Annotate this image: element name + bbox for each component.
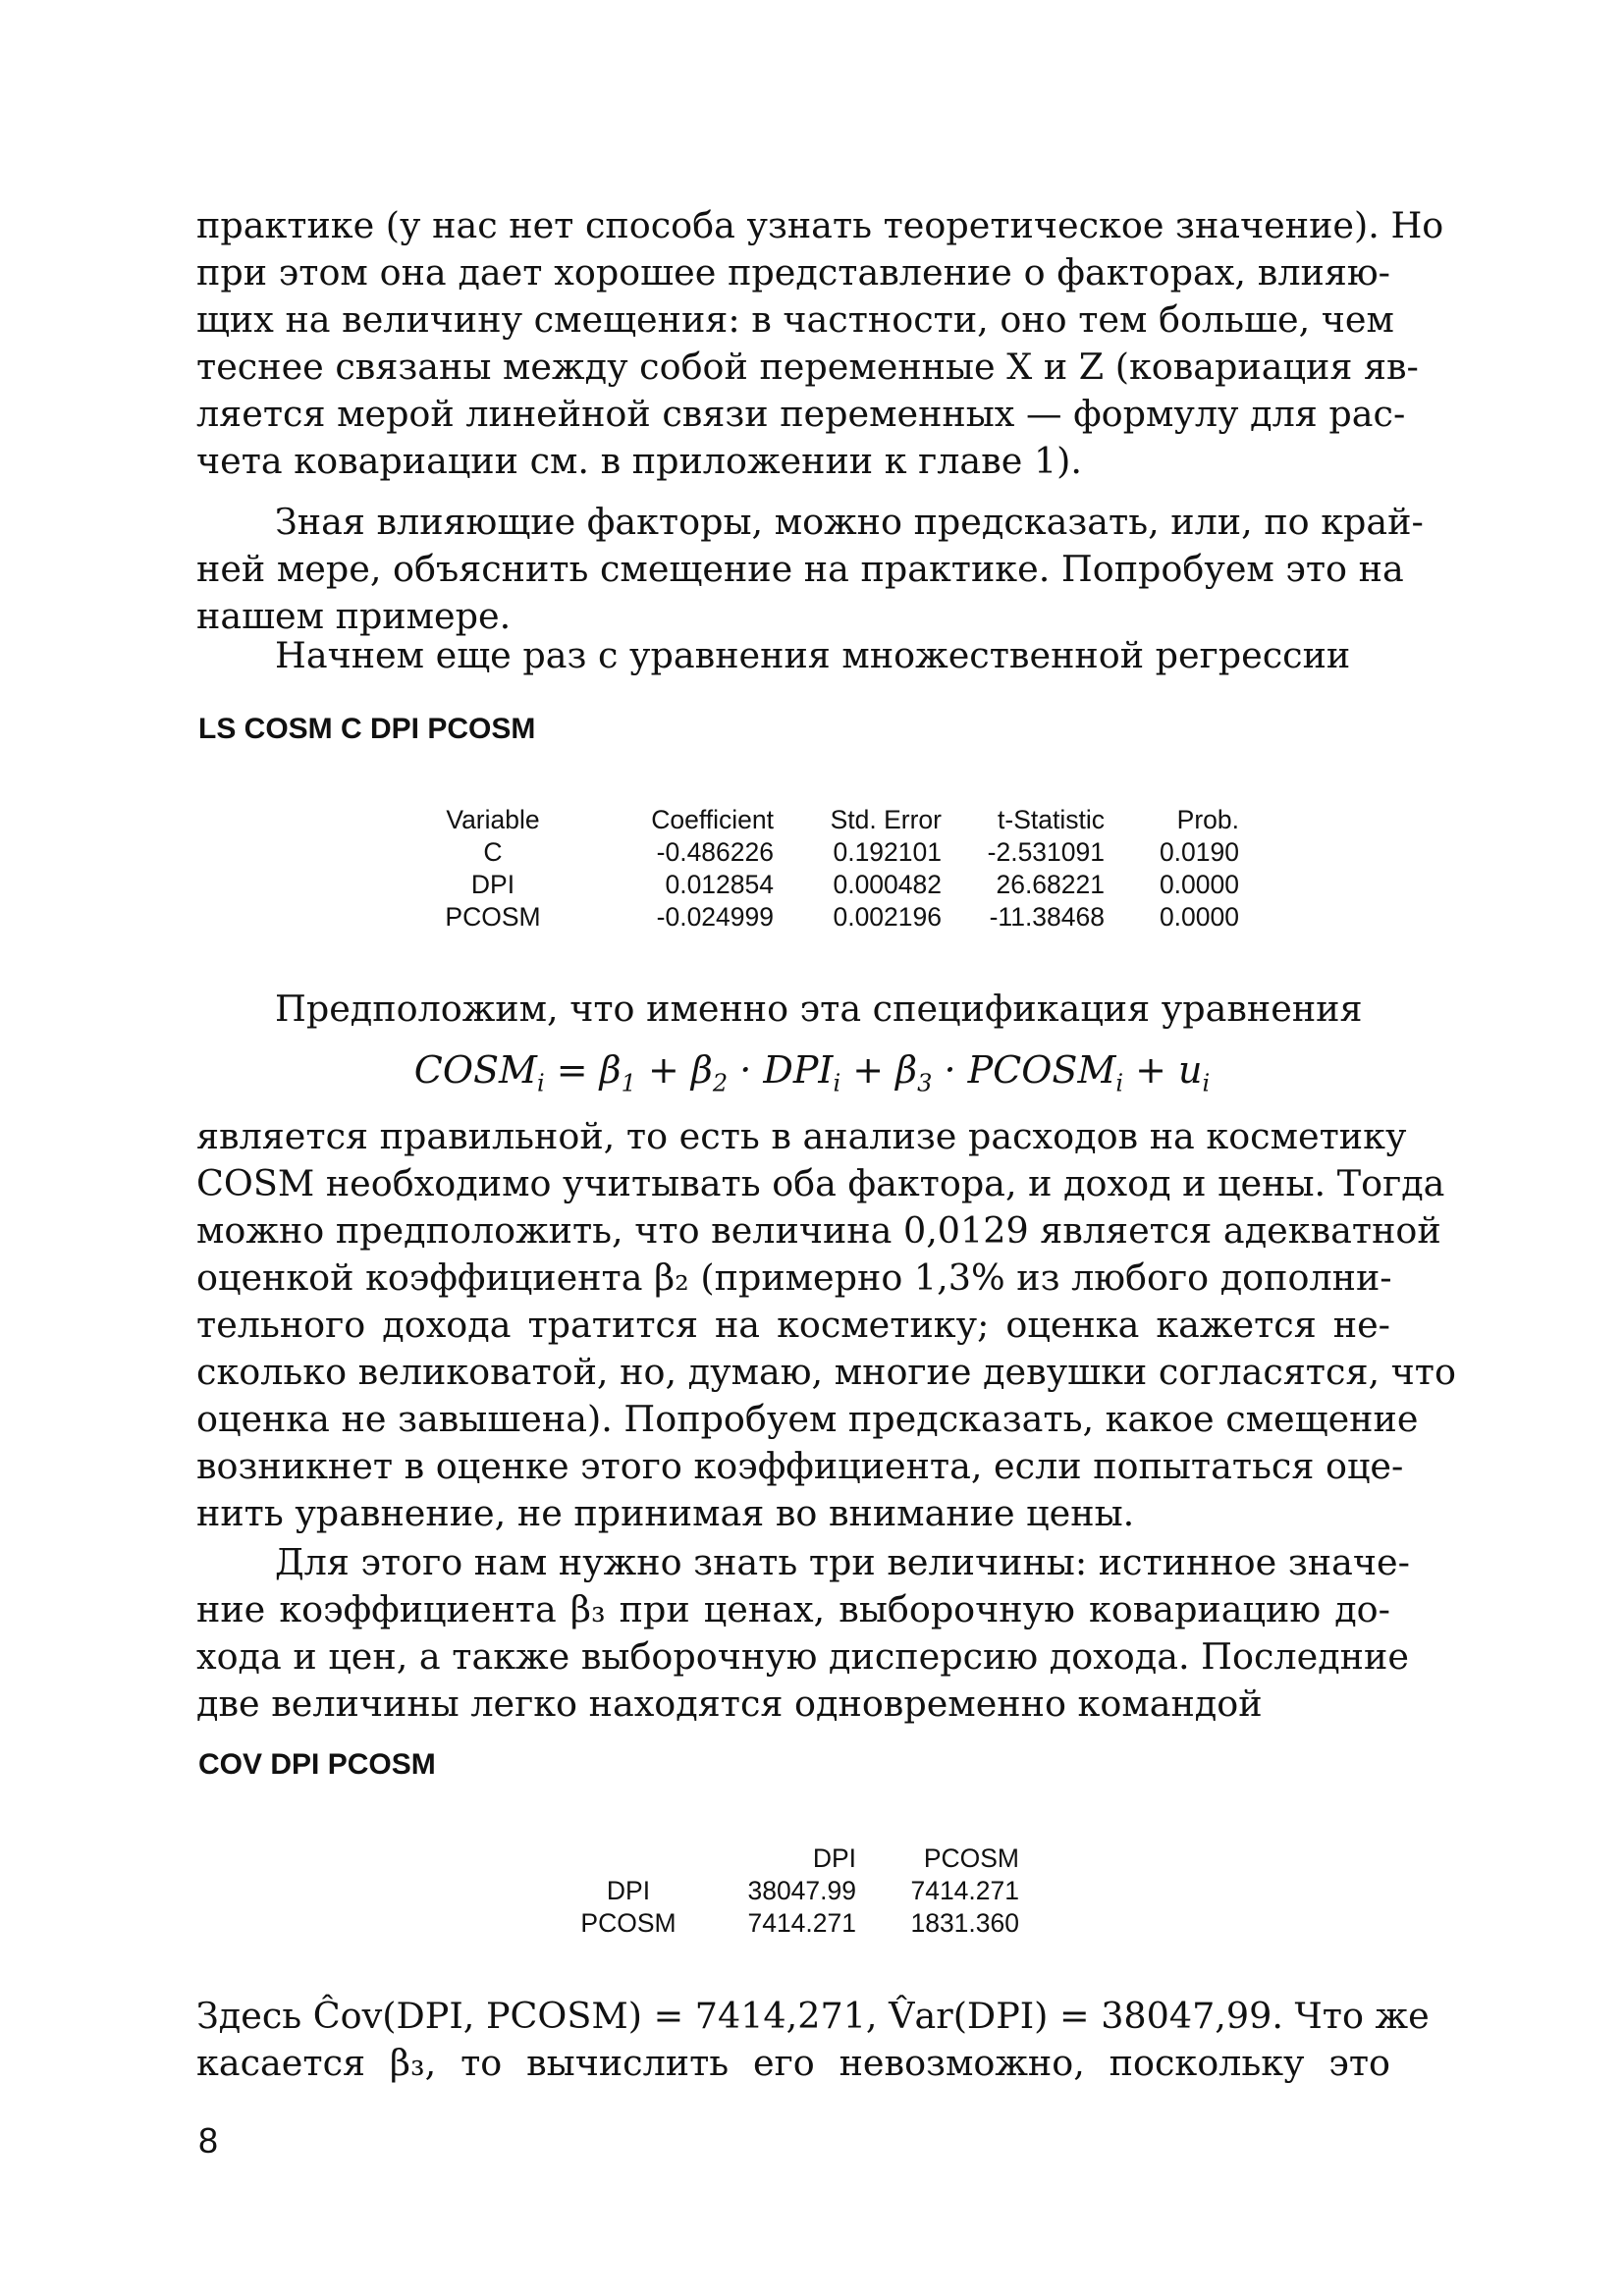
table-row: [569, 1907, 1019, 1940]
regression-formula: [0, 1048, 1624, 1097]
formula-subscript: i: [536, 1069, 545, 1097]
header-t-statistic: t-Statistic: [998, 805, 1105, 834]
text-line: касается β₃, то вычислить его невозможно, поскольку это: [196, 2042, 1390, 2084]
text-line: является правильной, то есть в анализе расходов на косметику: [196, 1115, 1407, 1157]
cell-variable: C: [483, 837, 503, 867]
formula-subscript: i: [1202, 1069, 1211, 1097]
text-line: тельного дохода тратится на косметику; оценка кажется не-: [196, 1304, 1390, 1346]
text-line: две величины легко находятся одновременно командой: [196, 1682, 1263, 1725]
table-row: [434, 836, 1239, 869]
text-line: практике (у нас нет способа узнать теоретическое значение). Но: [196, 204, 1444, 246]
regression-table: [434, 804, 1239, 934]
text-line: теснее связаны между собой переменные X и Z (ковариация яв-: [196, 346, 1419, 388]
formula-term: = β: [544, 1048, 622, 1092]
cell-coefficient: -0.024999: [656, 902, 774, 932]
text-line: ляется мерой линейной связи переменных — формулу для рас-: [196, 393, 1406, 435]
text-line: Зная влияющие факторы, можно предсказать, или, по край-: [275, 501, 1424, 543]
cell-variable: DPI: [470, 870, 515, 899]
table-row: [434, 869, 1239, 901]
text-line: Начнем еще раз с уравнения множественной регрессии: [275, 634, 1351, 676]
cell-std-error: 0.192101: [833, 837, 942, 867]
text-line: COSM необходимо учитывать оба фактора, и доход и цены. Тогда: [196, 1162, 1445, 1204]
paragraph-6: [196, 1539, 1410, 1728]
formula-subscript: i: [1115, 1069, 1124, 1097]
table-row: [569, 1875, 1019, 1907]
table-row: [434, 901, 1239, 934]
cell-prob: 0.0000: [1159, 870, 1239, 899]
formula-subscript: 2: [712, 1069, 729, 1097]
text-line: возникнет в оценке этого коэффициента, если попытаться оце-: [196, 1445, 1404, 1487]
header-dpi: DPI: [812, 1843, 856, 1873]
formula-term: · DPI: [728, 1048, 834, 1092]
cell-t-statistic: -2.531091: [987, 837, 1105, 867]
table-header-row: [569, 1842, 1019, 1875]
text-line: ние коэффициента β₃ при ценах, выборочную ковариацию до-: [196, 1588, 1390, 1630]
paragraph-3: [196, 632, 1390, 679]
paragraph-7: [196, 1993, 1430, 2087]
text-line: можно предположить, что величина 0,0129 является адекватной: [196, 1209, 1441, 1252]
formula-subscript: i: [833, 1069, 841, 1097]
text-line: нашем примере.: [196, 595, 512, 637]
text-line: ней мере, объяснить смещение на практике. Попробуем это на: [196, 548, 1404, 590]
cell-prob: 0.0000: [1159, 902, 1239, 932]
cell-coefficient: -0.486226: [656, 837, 774, 867]
header-coefficient: Coefficient: [651, 805, 774, 834]
text-line: оценкой коэффициента β₂ (примерно 1,3% из любого дополни-: [196, 1256, 1392, 1299]
cell-value: 38047.99: [747, 1876, 856, 1905]
cell-coefficient: 0.012854: [665, 870, 774, 899]
formula-term: COSM: [413, 1048, 537, 1092]
formula-term: + β: [840, 1048, 918, 1092]
cell-t-statistic: -11.38468: [989, 902, 1105, 932]
cell-variable: PCOSM: [445, 902, 541, 932]
command-ls: LS COSM C DPI PCOSM: [198, 713, 536, 745]
paragraph-4: [196, 986, 1390, 1033]
formula-term: · PCOSM: [932, 1048, 1116, 1092]
text-line: хода и цен, а также выборочную дисперсию дохода. Последние: [196, 1635, 1409, 1678]
header-prob: Prob.: [1176, 805, 1239, 834]
text-line: при этом она дает хорошее представление о факторах, влияю-: [196, 251, 1390, 294]
formula-subscript: 1: [621, 1069, 636, 1097]
header-pcosm: PCOSM: [923, 1843, 1019, 1873]
text-line: Для этого нам нужно знать три величины: истинное значе-: [275, 1541, 1410, 1583]
cell-t-statistic: 26.68221: [996, 870, 1105, 899]
cell-value: 7414.271: [910, 1876, 1019, 1905]
paragraph-1: [196, 202, 1444, 485]
cell-std-error: 0.002196: [833, 902, 942, 932]
text-line: щих на величину смещения: в частности, оно тем больше, чем: [196, 298, 1394, 341]
text-line: чета ковариации см. в приложении к главе 1).: [196, 440, 1083, 482]
cell-value: 1831.360: [910, 1908, 1019, 1938]
page-number: 8: [198, 2120, 219, 2161]
formula-term: + β: [635, 1048, 713, 1092]
formula-subscript: 3: [917, 1069, 933, 1097]
table-header-row: [434, 804, 1239, 836]
text-line: нить уравнение, не принимая во внимание цены.: [196, 1492, 1135, 1534]
text-line: сколько великоватой, но, думаю, многие девушки согласятся, что: [196, 1351, 1456, 1393]
paragraph-5: [196, 1113, 1456, 1537]
cell-prob: 0.0190: [1159, 837, 1239, 867]
cell-value: 7414.271: [747, 1908, 856, 1938]
text-line: оценка не завышена). Попробуем предсказать, какое смещение: [196, 1398, 1419, 1440]
row-label: DPI: [606, 1876, 651, 1905]
paragraph-2: [196, 499, 1424, 640]
text-line: Здесь Ĉov(DPI, PCOSM) = 7414,271, V̂ar(DPI) = 38047,99. Что же: [196, 1995, 1430, 2037]
header-empty: [569, 1842, 687, 1875]
header-std-error: Std. Error: [830, 805, 942, 834]
covariance-table: [569, 1842, 1019, 1940]
formula-term: + u: [1123, 1048, 1203, 1092]
header-variable: Variable: [446, 805, 540, 834]
command-cov: COV DPI PCOSM: [198, 1748, 436, 1781]
cell-std-error: 0.000482: [833, 870, 942, 899]
row-label: PCOSM: [580, 1908, 677, 1938]
text-line: Предположим, что именно эта спецификация уравнения: [275, 988, 1363, 1030]
